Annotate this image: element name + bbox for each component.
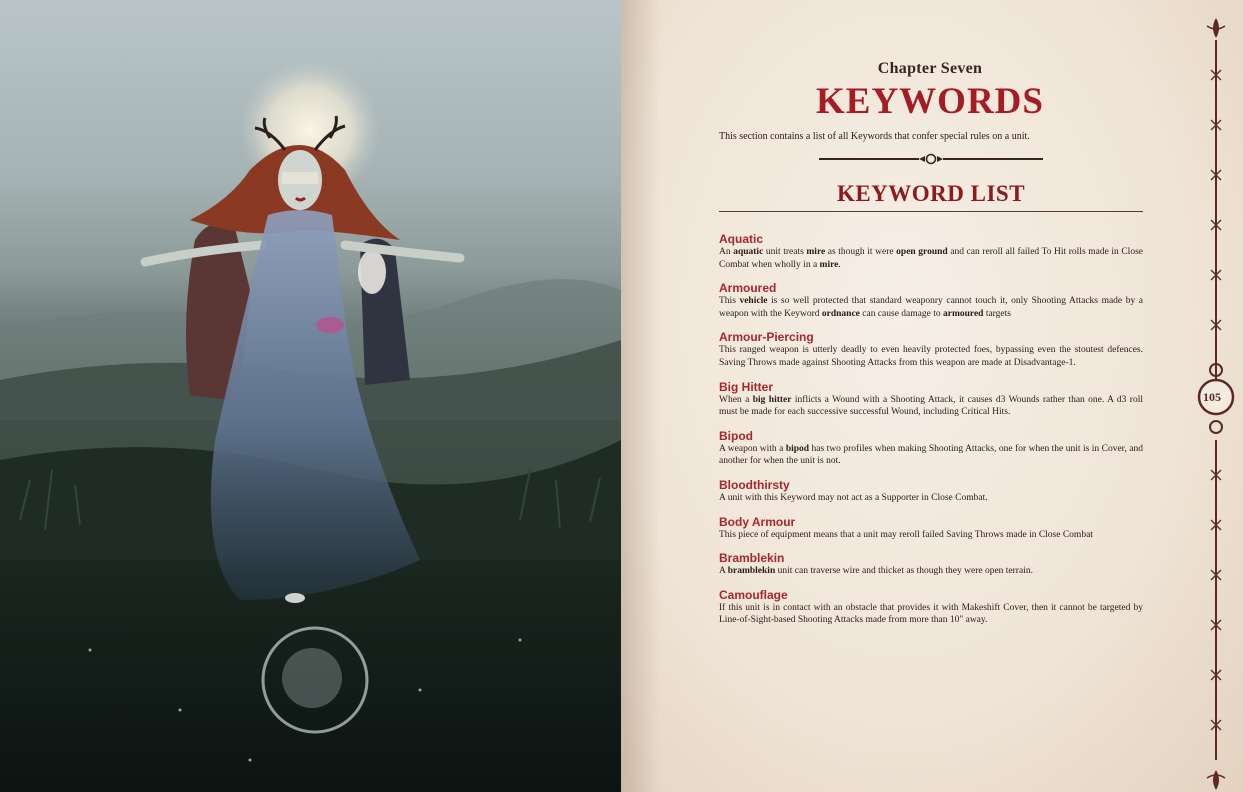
description-text: has two profiles when making Shooting Attacks, one for when the unit is in Cover, and another for when the unit is not. bbox=[719, 443, 1143, 467]
description-text: . bbox=[838, 259, 841, 270]
keyword-name: Aquatic bbox=[719, 232, 764, 246]
keyword-term: armoured bbox=[942, 308, 984, 319]
keyword-description bbox=[719, 602, 1143, 627]
keyword-description bbox=[719, 492, 1143, 505]
keyword-term: mire bbox=[819, 259, 839, 270]
keyword-description bbox=[719, 529, 1143, 542]
keyword-term: big hitter bbox=[752, 394, 792, 405]
description-text: A weapon with a bbox=[719, 443, 786, 454]
chapter-label: Chapter Seven bbox=[877, 60, 983, 77]
description-text: can cause damage to bbox=[859, 308, 943, 319]
ornamental-divider bbox=[819, 152, 1043, 166]
chapter-intro: This section contains a list of all Keywords that confer special rules on a unit. bbox=[719, 131, 1030, 142]
keyword-name: Camouflage bbox=[719, 587, 788, 602]
description-text: unit can traverse wire and thicket as though they were open terrain. bbox=[775, 566, 1033, 577]
keyword-entry bbox=[719, 588, 1143, 627]
keyword-entry bbox=[719, 515, 1143, 542]
keyword-term: bramblekin bbox=[727, 566, 776, 577]
keyword-term: aquatic bbox=[733, 247, 764, 257]
description-text: inflicts a Wound with a Shooting Attack, it causes d3 Wounds rather than one. A d3 roll must be made for each successive successful Wound, including Critical Hits. bbox=[719, 394, 1143, 418]
keyword-description bbox=[719, 565, 1143, 578]
description-text: This bbox=[719, 296, 740, 307]
illustration-witch-in-marsh bbox=[0, 0, 621, 792]
description-text: as though it were bbox=[825, 247, 897, 257]
keyword-term: open ground bbox=[896, 247, 948, 257]
description-text: An bbox=[719, 247, 734, 257]
keyword-description bbox=[719, 443, 1143, 468]
description-text: A bbox=[719, 566, 728, 577]
keyword-list bbox=[719, 232, 1143, 637]
keyword-name: Armour-Piercing bbox=[719, 330, 814, 345]
keyword-entry bbox=[719, 330, 1143, 369]
keyword-entry bbox=[719, 232, 1143, 271]
keyword-name: Bipod bbox=[719, 428, 753, 443]
keyword-description bbox=[719, 295, 1143, 320]
keyword-term: ordnance bbox=[821, 308, 860, 319]
keyword-entry bbox=[719, 429, 1143, 468]
keyword-entry bbox=[719, 478, 1143, 505]
keyword-description bbox=[719, 246, 1143, 271]
keyword-name: Armoured bbox=[719, 281, 777, 296]
keyword-term: mire bbox=[806, 247, 826, 257]
keyword-entry bbox=[719, 380, 1143, 419]
keywords-page bbox=[621, 0, 1243, 792]
description-text: This ranged weapon is utterly deadly to even heavily protected foes, bypassing even the stoutest defences. Saving Throws made against Shooting Attacks from this weapon are made at Disadvantage-1. bbox=[719, 345, 1143, 368]
description-text: This piece of equipment means that a unit may reroll failed Saving Throws made in Close Combat bbox=[719, 529, 1093, 540]
keyword-entry bbox=[719, 281, 1143, 320]
description-text: targets bbox=[983, 308, 1011, 319]
keyword-term: bipod bbox=[785, 443, 810, 454]
section-title: KEYWORD LIST bbox=[836, 181, 1026, 206]
page-number: 105 bbox=[1203, 390, 1221, 404]
keyword-description bbox=[719, 344, 1143, 369]
description-text: If this unit is in contact with an obstacle that provides it with Makeshift Cover, then it cannot be targeted by Line-of-Sight-based Shooting Attacks made from more than 10" away. bbox=[719, 602, 1143, 626]
keyword-term: vehicle bbox=[739, 296, 768, 307]
description-text: unit treats bbox=[763, 247, 807, 257]
description-text: A unit with this Keyword may not act as a Supporter in Close Combat. bbox=[719, 492, 988, 503]
keyword-name: Bramblekin bbox=[719, 551, 785, 566]
keyword-entry bbox=[719, 551, 1143, 578]
description-text: and can reroll all failed To Hit rolls made in Close Combat when wholly in a bbox=[719, 247, 1143, 270]
chapter-title: KEYWORDS bbox=[816, 81, 1044, 122]
illustration-art bbox=[0, 0, 621, 792]
keyword-name: Big Hitter bbox=[719, 379, 773, 394]
keyword-description bbox=[719, 394, 1143, 419]
section-rule bbox=[719, 211, 1143, 212]
keyword-name: Body Armour bbox=[719, 514, 796, 529]
keyword-name: Bloodthirsty bbox=[719, 477, 790, 492]
description-text: is so well protected that standard weaponry cannot touch it, only Shooting Attacks made by a weapon with the Keyword bbox=[719, 296, 1144, 319]
description-text: When a bbox=[719, 394, 753, 405]
